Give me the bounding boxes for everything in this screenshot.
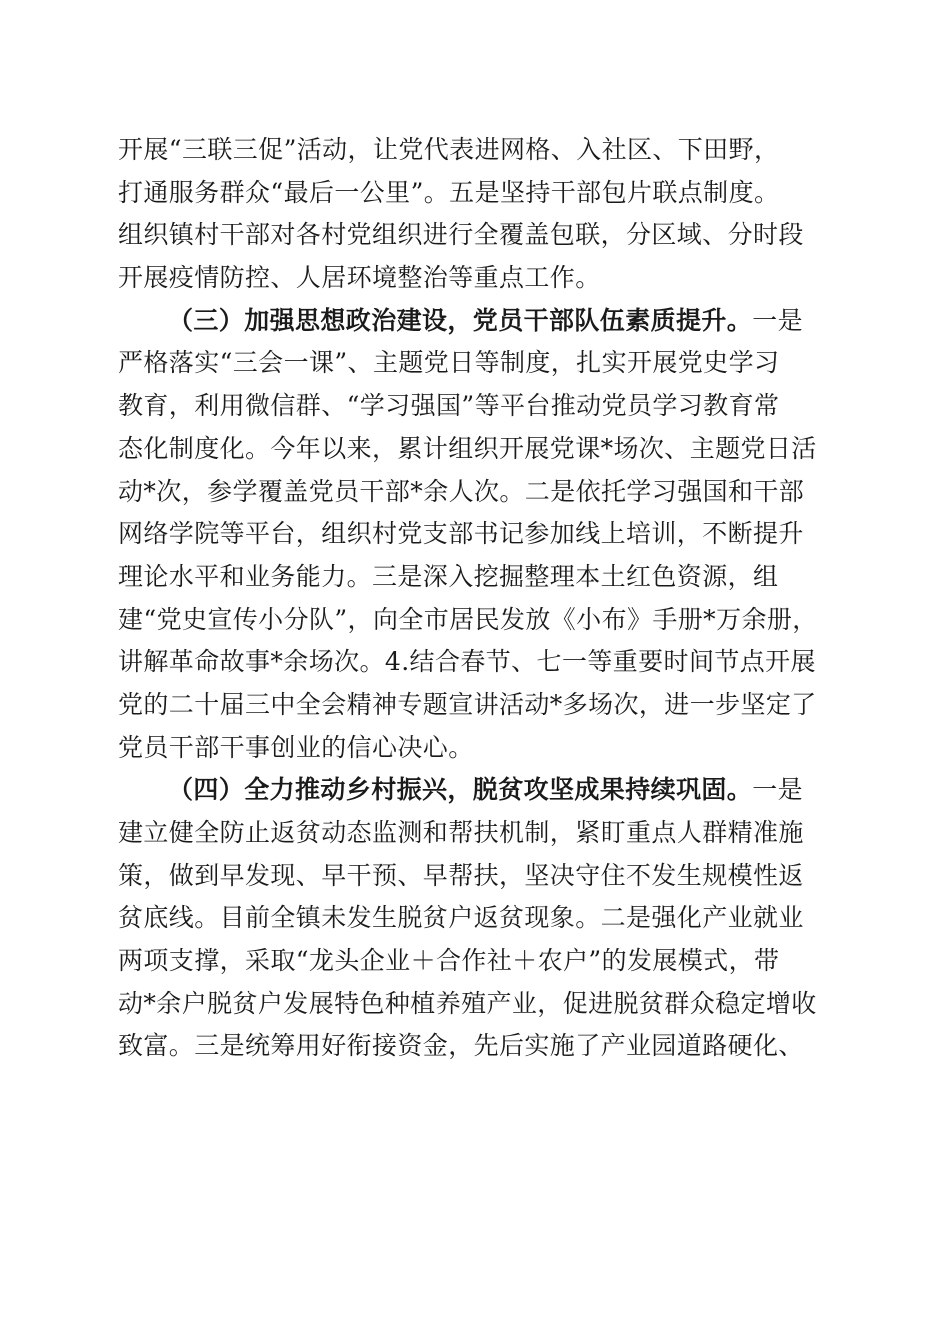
text-line: 动*次，参学覆盖党员干部*余人次。二是依托学习强国和干部 — [118, 476, 805, 506]
text-line: 致富。三是统筹用好衔接资金，先后实施了产业园道路硬化、 — [118, 1031, 804, 1061]
text-line: 开展疫情防控、人居环境整治等重点工作。 — [118, 263, 601, 293]
paragraph-2 — [118, 300, 828, 770]
text-line: 打通服务群众“最后一公里”。五是坚持干部包片联点制度。 — [118, 177, 780, 207]
text-line: 党员干部干事创业的信心决心。 — [118, 732, 474, 762]
text-line: 两项支撑，采取“龙头企业＋合作社＋农户”的发展模式，带 — [118, 946, 780, 976]
text-line: 讲解革命故事*余场次。4.结合春节、七一等重要时间节点开展 — [118, 647, 816, 677]
text-line: 组织镇村干部对各村党组织进行全覆盖包联，分区域、分时段 — [118, 220, 804, 250]
text-line: 理论水平和业务能力。三是深入挖掘整理本土红色资源，组 — [118, 561, 779, 591]
text-line: 态化制度化。今年以来，累计组织开展党课*场次、主题党日活 — [118, 433, 817, 463]
section-heading: （四）全力推动乡村振兴，脱贫攻坚成果持续巩固。 — [168, 775, 753, 805]
document-body — [118, 129, 828, 1068]
text-line — [118, 769, 828, 812]
paragraph-3 — [118, 769, 828, 1068]
text-line — [118, 300, 828, 343]
paragraph-1 — [118, 129, 828, 300]
text-line: 教育，利用微信群、“学习强国”等平台推动党员学习教育常 — [118, 391, 780, 421]
text-line: 建立健全防止返贫动态监测和帮扶机制，紧盯重点人群精准施 — [118, 818, 804, 847]
text-run: 一是 — [752, 305, 804, 335]
text-line: 贫底线。目前全镇未发生脱贫户返贫现象。二是强化产业就业 — [118, 903, 804, 933]
text-line: 开展“三联三促”活动，让党代表进网格、入社区、下田野， — [118, 135, 780, 164]
text-line: 建“党史宣传小分队”，向全市居民发放《小布》手册*万余册， — [118, 604, 818, 634]
section-heading: （三）加强思想政治建设，党员干部队伍素质提升。 — [168, 305, 753, 335]
text-line: 党的二十届三中全会精神专题宣讲活动*多场次，进一步坚定了 — [118, 689, 817, 719]
text-line: 严格落实“三会一课”、主题党日等制度，扎实开展党史学习 — [118, 348, 780, 378]
text-line: 网络学院等平台，组织村党支部书记参加线上培训，不断提升 — [118, 519, 804, 549]
text-line: 动*余户脱贫户发展特色种植养殖产业，促进脱贫群众稳定增收 — [118, 988, 817, 1018]
text-run: 一是 — [752, 775, 804, 805]
text-line: 策，做到早发现、早干预、早帮扶，坚决守住不发生规模性返 — [118, 860, 804, 890]
